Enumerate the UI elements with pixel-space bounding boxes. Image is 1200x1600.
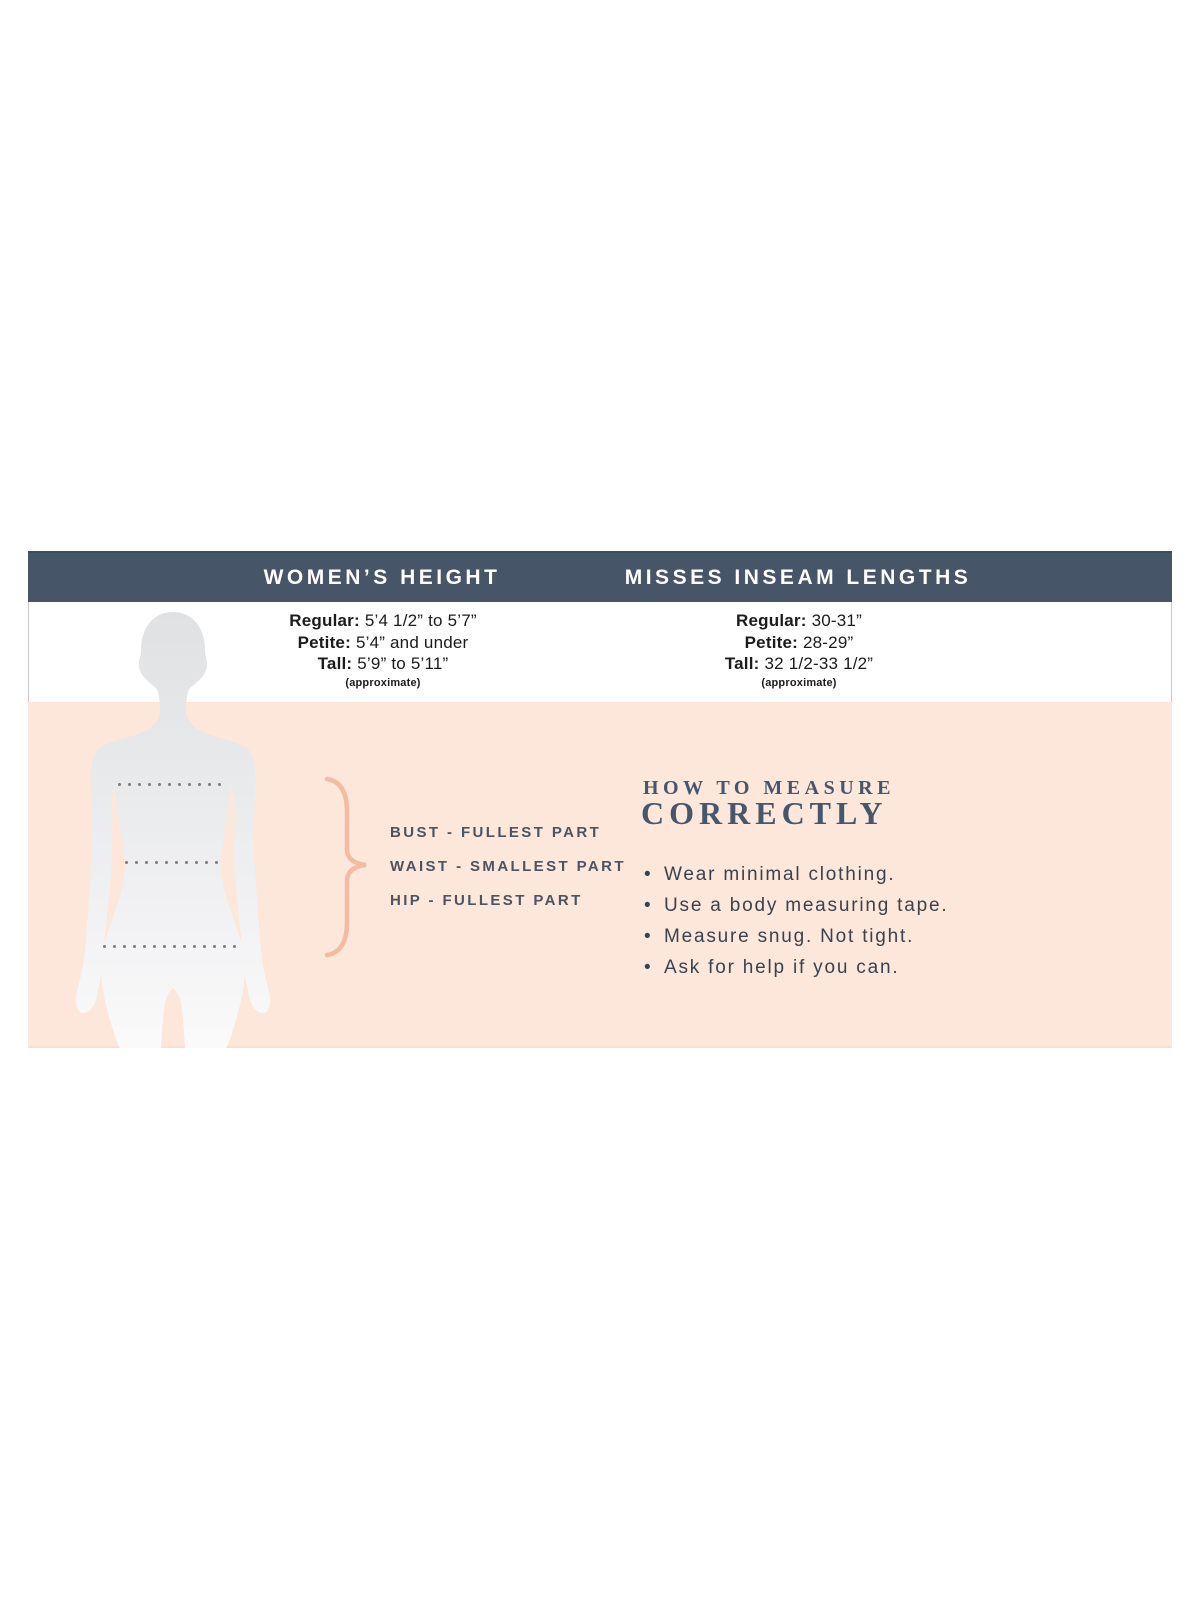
hip-label: HIP - FULLEST PART: [390, 892, 583, 909]
row-label: Tall:: [317, 654, 353, 673]
row-label: Regular:: [736, 611, 807, 630]
correctly-title: CORRECTLY: [641, 795, 888, 831]
row-value: 32 1/2-33 1/2”: [764, 654, 874, 673]
column-header-misses-inseam-lengths: MISSES INSEAM LENGTHS: [624, 565, 972, 589]
waist-dotted-line: [125, 861, 221, 864]
list-item: [644, 890, 948, 921]
list-item: [644, 952, 948, 983]
approximate-note: (approximate): [345, 676, 421, 689]
list-item: [644, 859, 948, 890]
bullet-icon: •: [644, 956, 653, 978]
tip-text: Use a body measuring tape.: [664, 894, 949, 916]
bullet-icon: •: [644, 863, 653, 885]
hip-dotted-line: [103, 945, 243, 948]
womens-height-values: [289, 610, 476, 690]
row-label: Regular:: [289, 611, 360, 630]
row-label: Petite:: [744, 632, 798, 652]
height-row-tall: [289, 653, 476, 675]
inseam-row-petite: [725, 632, 873, 654]
brace-icon: [320, 776, 372, 958]
tip-text: Ask for help if you can.: [664, 956, 900, 978]
row-label: Tall:: [724, 654, 760, 673]
height-row-petite: [289, 632, 476, 654]
list-item: [644, 921, 948, 952]
size-guide-panel: [28, 551, 1172, 1048]
misses-inseam-values: [725, 610, 873, 690]
tip-text: Measure snug. Not tight.: [664, 925, 915, 947]
tip-text: Wear minimal clothing.: [664, 863, 896, 885]
how-to-measure-title: HOW TO MEASURE: [643, 777, 895, 799]
bullet-icon: •: [644, 894, 653, 916]
row-value: 5’4” and under: [355, 632, 469, 652]
bust-dotted-line: [118, 783, 228, 786]
bullet-icon: •: [644, 925, 653, 947]
inseam-row-tall: [725, 653, 873, 675]
column-header-womens-height: WOMEN’S HEIGHT: [263, 565, 501, 589]
woman-body-silhouette: [63, 610, 283, 1048]
approximate-note: (approximate): [761, 676, 837, 689]
row-value: 28-29”: [803, 632, 854, 652]
row-value: 5’4 1/2” to 5’7”: [364, 611, 477, 630]
height-row-regular: [289, 610, 476, 632]
bust-label: BUST - FULLEST PART: [390, 824, 602, 841]
row-value: 30-31”: [811, 611, 862, 630]
inseam-row-regular: [725, 610, 873, 632]
row-label: Petite:: [297, 632, 351, 652]
row-value: 5’9” to 5’11”: [357, 654, 449, 673]
waist-label: WAIST - SMALLEST PART: [390, 858, 626, 875]
table-header-bar: [28, 551, 1172, 602]
measuring-tips-list: [644, 859, 948, 983]
